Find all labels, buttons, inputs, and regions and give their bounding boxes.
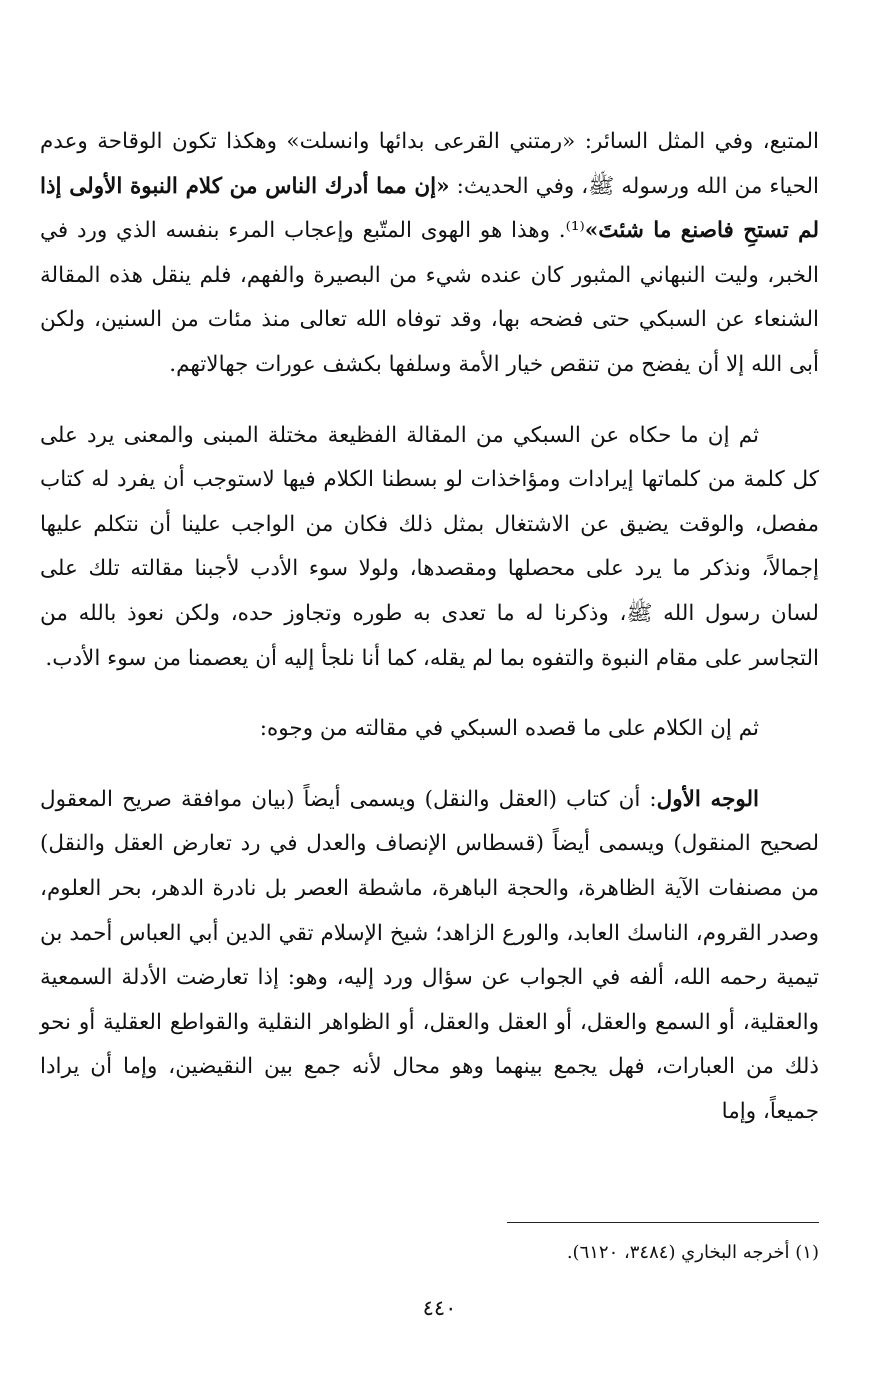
paragraph-1 — [40, 120, 819, 388]
text-segment: ثم إن الكلام على ما قصده السبكي في مقالته من وجوه: — [259, 716, 759, 742]
paragraph-2 — [40, 414, 819, 682]
text-segment: : أن كتاب (العقل والنقل) ويسمى أيضاً (بيان موافقة صريح المعقول لصحيح المنقول) ويسمى أيضاً (قسطاس الإنصاف والعدل في رد تعارض العقل والنقل) من مصنفات الآية الظاهرة، والحجة الباهرة، ماشطة العصر بل نادرة الدهر، بحر العلوم، وصدر القروم، الناسك العابد، والورع الزاهد؛ شيخ الإسلام تقي الدين أبي العباس أحمد بن تيمية رحمه الله، ألفه في الجواب عن سؤال ورد إليه، وهو: إذا تعارضت الأدلة السمعية والعقلية، أو السمع والعقل، أو العقل والعقل، أو الظواهر النقلية والقواطع العقلية أو نحو ذلك من العبارات، فهل يجمع بينهما وهو محال لأنه جمع بين النقيضين، وإما أن يرادا جميعاً، وإما — [40, 786, 819, 1124]
main-text — [40, 120, 819, 1134]
text-segment: ثم إن ما حكاه عن السبكي من المقالة الفظيعة مختلة المبنى والمعنى يرد على كل كلمة من كلماتها إيرادات ومؤاخذات لو بسطنا الكلام فيها لاستوجب أن يفرد له كتاب مفصل، والوقت يضيق عن الاشتغال بمثل ذلك فكان من الواجب علينا أن نتكلم عليها إجمالاً، ونذكر ما يرد على محصلها ومقصدها، ولولا سوء الأدب لأجبنا مقالته تلك على لسان رسول الله ﷺ، وذكرنا له ما تعدى به طوره وتجاوز حده، ولكن نعوذ بالله من التجاسر على مقام النبوة والتفوه بما لم يقله، كما أنا نلجأ إليه أن يعصمنا من سوء الأدب. — [40, 422, 819, 671]
bold-text-segment: «إن مما أدرك الناس من كلام النبوة الأولى إذا لم تستحِ فاصنع ما شئتَ» — [40, 173, 820, 244]
paragraph-4 — [40, 778, 819, 1135]
footnote: (١) أخرجه البخاري (٣٤٨٤، ٦١٢٠). — [566, 1242, 819, 1263]
text-segment: ⁽¹⁾ — [565, 218, 585, 244]
footnote-separator — [507, 1222, 819, 1223]
text-segment: . وهذا هو الهوى المتّبع وإعجاب المرء بنفسه الذي ورد في الخبر، وليت النبهاني المثبور كان عنده شيء من البصيرة والفهم، فلم ينقل هذه المقالة الشنعاء عن السبكي حتى فضحه بها، وقد توفاه الله تعالى منذ مئات من السنين، ولكن أبى الله إلا أن يفضح من تنقص خيار الأمة وسلفها بكشف عورات جهالاتهم. — [40, 218, 819, 377]
text-segment: المتبع، وفي المثل السائر: «رمتني القرعى بدائها وانسلت» وهكذا تكون الوقاحة وعدم الحياء من الله ورسوله ﷺ، وفي الحديث: — [40, 129, 819, 199]
page-number: ٤٤٠ — [422, 1296, 457, 1320]
paragraph-3 — [40, 707, 819, 752]
bold-text-segment: الوجه الأول — [656, 786, 759, 812]
